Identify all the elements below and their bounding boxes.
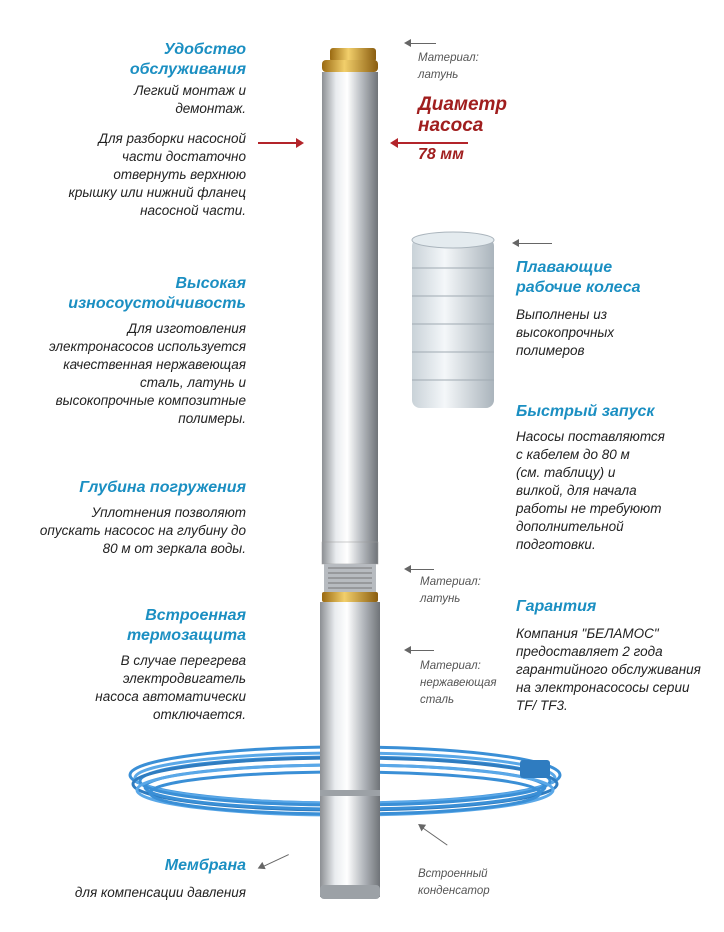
diameter-value: 78 мм (418, 146, 464, 163)
arrow-left-icon (518, 243, 552, 244)
feature-text: Выполнены из высокопрочных полимеров (516, 307, 615, 358)
feature-warranty (516, 597, 716, 715)
feature-text: Легкий монтаж и демонтаж. (134, 83, 246, 116)
feature-durability (20, 274, 246, 428)
capacitor-label: Встроенный конденсатор (418, 868, 490, 897)
arrow-left-icon (410, 43, 436, 44)
feature-quickstart (516, 402, 706, 554)
feature-text: Для изготовления электронасосов используется качественная нержавеющая сталь, латунь и высокопрочные композитные полимеры. (49, 321, 246, 426)
feature-depth (20, 478, 246, 558)
feature-thermal (40, 606, 246, 724)
arrow-left-icon (410, 569, 434, 570)
feature-text: Для разборки насосной части достаточно отвернуть верхнюю крышку или нижний фланец насосной части. (68, 131, 246, 218)
feature-text: Компания "БЕЛАМОС" предоставляет 2 года гарантийного обслуживания на электронасососы серии TF/ TF3. (516, 626, 701, 713)
feature-text: В случае перегрева электродвигатель насоса автоматически отключается. (95, 653, 246, 722)
feature-maintenance (40, 40, 246, 220)
diameter-title: Диаметр насоса (418, 94, 508, 136)
arrow-left-icon (410, 650, 434, 651)
impellers-image (412, 232, 494, 408)
feature-text: для компенсации давления (74, 885, 246, 900)
feature-title: Глубина погружения (79, 479, 246, 496)
feature-impellers (516, 258, 706, 360)
plug-icon (520, 760, 550, 778)
feature-title: Встроенная термозащита (126, 607, 246, 644)
material-label: Материал: латунь (420, 576, 481, 605)
feature-title: Высокая износоустойчивость (68, 275, 246, 312)
feature-text: Насосы поставляются с кабелем до 80 м (см. таблицу) и вилкой, для начала работы не требуюют дополнительной подготовки. (516, 429, 665, 552)
feature-title: Быстрый запуск (516, 403, 655, 420)
material-label: Материал: нержавеющая сталь (420, 660, 497, 706)
feature-title: Плавающие рабочие колеса (516, 259, 641, 296)
feature-title: Гарантия (516, 598, 597, 615)
feature-text: Уплотнения позволяют опускать насосос на глубину до 80 м от зеркала воды. (39, 505, 246, 556)
feature-title: Мембрана (164, 857, 246, 874)
material-label: Материал: латунь (418, 52, 479, 81)
diameter-block (418, 94, 528, 164)
arrow-right-icon (258, 142, 298, 144)
feature-membrane (40, 856, 246, 902)
feature-title: Удобство обслуживания (129, 41, 246, 78)
